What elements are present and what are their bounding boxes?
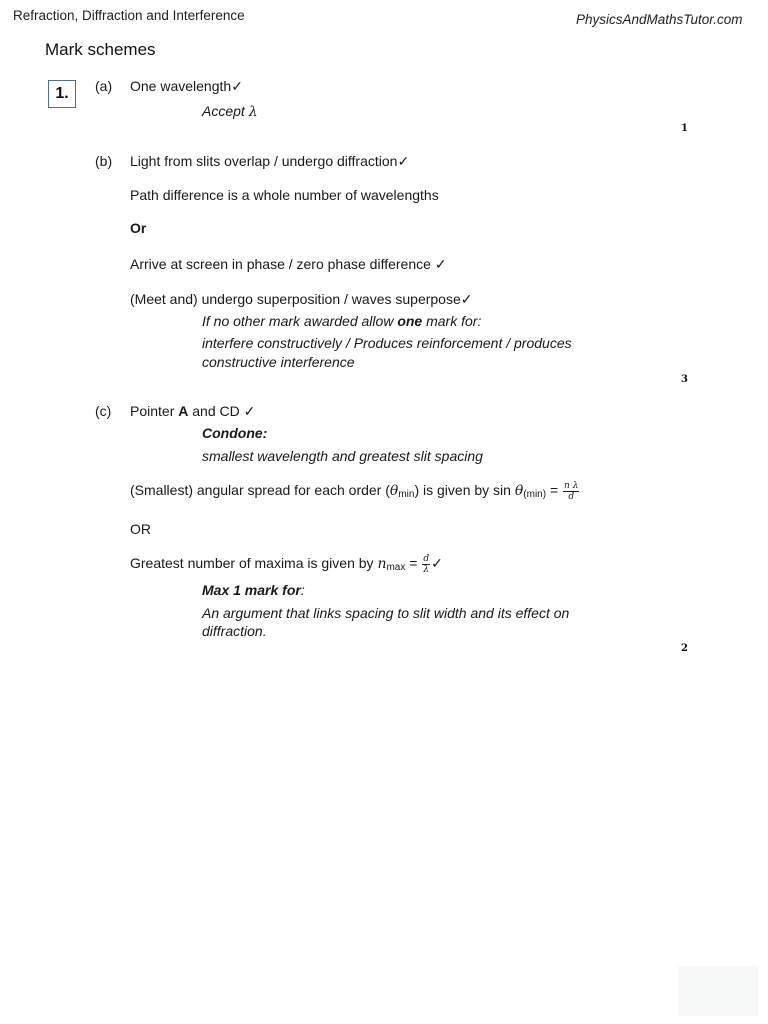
part-b-line4 — [130, 291, 472, 308]
part-c-max-mark — [202, 582, 305, 598]
part-c-line1-pre: Pointer — [130, 403, 179, 419]
part-b-line3-text: Arrive at screen in phase / zero phase difference — [130, 256, 431, 272]
n-symbol: n — [377, 556, 387, 573]
part-b-line2: Path difference is a whole number of wavelengths — [130, 187, 439, 203]
max-colon: : — [300, 582, 305, 598]
part-c-condone-label: Condone: — [202, 425, 268, 441]
theta-symbol: θ — [514, 483, 524, 500]
fraction-numerator: d — [423, 554, 430, 564]
fraction-d-over-lambda — [422, 554, 430, 575]
part-b-note-pre: If no other mark awarded allow — [202, 313, 398, 329]
part-c-spread-formula — [130, 481, 580, 502]
tick-icon: ✓ — [460, 291, 473, 307]
part-a-answer-text: One wavelength — [130, 78, 232, 94]
part-b-label: (b) — [95, 153, 113, 169]
part-b-line1-text: Light from slits overlap / undergo diffraction — [130, 153, 398, 169]
page-title: Mark schemes — [45, 40, 156, 59]
part-c-marks: 2 — [681, 643, 688, 654]
part-b-note-post: mark for: — [422, 313, 482, 329]
part-a-answer — [130, 78, 243, 95]
tick-icon: ✓ — [434, 256, 447, 272]
part-b-line3 — [130, 256, 447, 273]
part-a-accept — [202, 103, 258, 120]
tick-icon: ✓ — [243, 403, 256, 419]
part-b-note-line3: constructive interference — [202, 354, 355, 370]
part-a-marks: 1 — [681, 123, 688, 134]
header-topic: Refraction, Diffraction and Interference — [13, 8, 245, 23]
part-b-note — [202, 313, 481, 329]
part-b-marks: 3 — [681, 374, 688, 385]
maxima-sub: max — [386, 562, 406, 574]
page-corner-shade — [678, 966, 758, 1016]
part-c-or: OR — [130, 521, 151, 537]
spread-sub: min — [398, 489, 415, 501]
maxima-pre: Greatest number of maxima is given by — [130, 555, 378, 572]
part-c-condone-text: smallest wavelength and greatest slit spacing — [202, 448, 483, 464]
fraction-n-lambda-over-d — [563, 481, 579, 502]
header-site: PhysicsAndMathsTutor.com — [576, 12, 743, 27]
lambda-symbol: λ — [248, 104, 258, 120]
part-c-line1-bold: A — [178, 403, 189, 419]
spread-mid: ) is given by sin — [414, 482, 515, 499]
question-number-box: 1. — [48, 80, 76, 108]
part-a-label: (a) — [95, 78, 113, 94]
part-c-maxima-formula — [130, 554, 443, 575]
part-a-accept-text: Accept — [202, 103, 245, 119]
part-c-line1-post: and CD — [188, 403, 240, 419]
fraction-numerator: n λ — [564, 481, 579, 491]
equals-sign: = — [546, 482, 563, 499]
theta-symbol: θ — [389, 483, 399, 500]
part-b-line4-text: (Meet and) undergo superposition / waves superpose — [130, 291, 461, 307]
part-c-line1 — [130, 403, 255, 420]
spread-sub2: (min) — [523, 489, 547, 501]
fraction-denominator: d — [568, 492, 575, 502]
part-b-note-line2: interfere constructively / Produces reinforcement / produces — [202, 335, 572, 351]
part-b-line1 — [130, 153, 409, 170]
tick-icon: ✓ — [397, 153, 410, 169]
spread-pre: (Smallest) angular spread for each order ( — [130, 482, 390, 499]
fraction-denominator: λ — [423, 565, 430, 575]
part-c-argument-line2: diffraction. — [202, 623, 267, 639]
part-c-argument-line1: An argument that links spacing to slit width and its effect on — [202, 605, 570, 621]
tick-icon: ✓ — [431, 555, 443, 572]
part-c-label: (c) — [95, 403, 112, 419]
tick-icon: ✓ — [231, 78, 243, 94]
part-b-note-bold: one — [397, 313, 423, 329]
max-label: Max 1 mark for — [202, 582, 301, 598]
equals-sign: = — [405, 555, 422, 572]
part-b-or: Or — [130, 220, 147, 236]
